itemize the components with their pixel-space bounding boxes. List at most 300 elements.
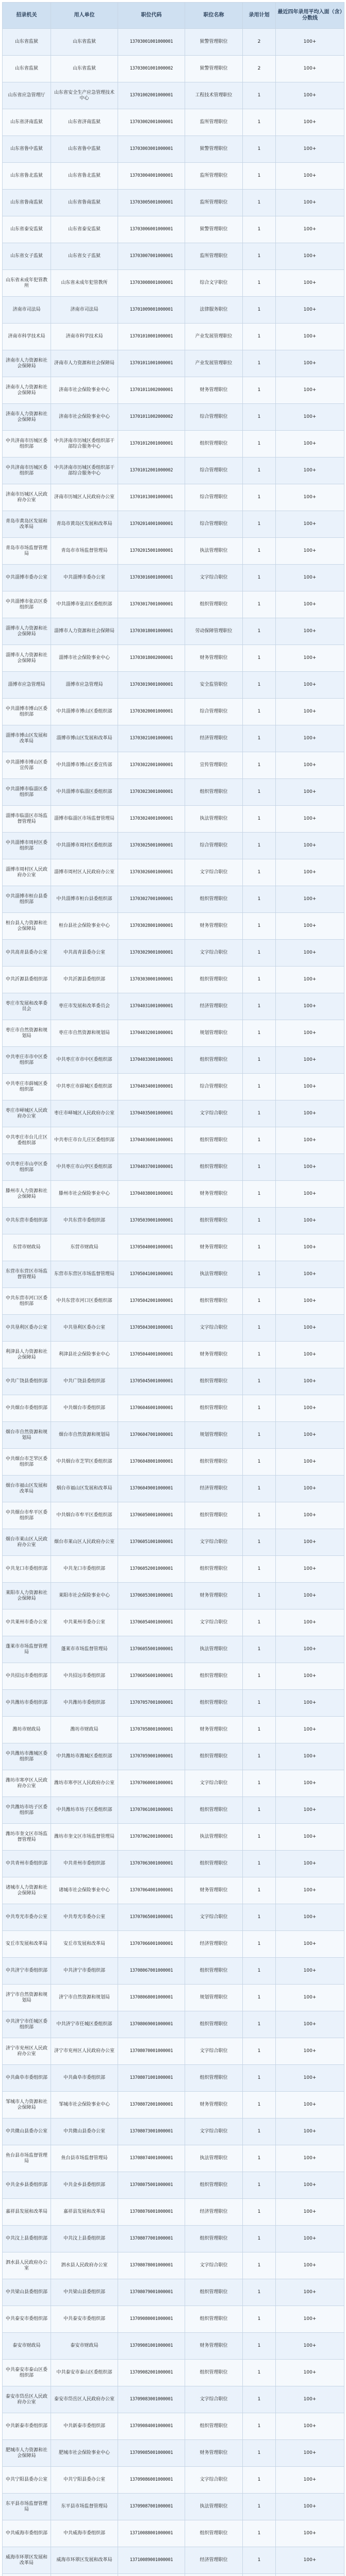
table-row [3,29,344,56]
cell-employing-unit: 烟台市莱山区人民政府办公室 [51,1529,118,1556]
cell-hiring-plan: 1 [243,2547,276,2574]
cell-position-name: 组织管理职位 [185,1395,243,1422]
cell-employing-unit: 中共寿光市委办公室 [51,1904,118,1931]
cell-position-name: 组织管理职位 [185,1368,243,1395]
table-row [3,1368,344,1395]
table-row [3,1154,344,1181]
cell-recruiting-agency: 中共东营市河口区委组织部 [3,1288,51,1315]
cell-recruiting-agency: 烟台市自然资源和规划局 [3,1422,51,1449]
cell-employing-unit: 山东省女子监狱 [51,243,118,270]
cell-score-line: 100+ [276,1663,344,1690]
cell-position-code: 13706055001000001 [118,1636,185,1663]
cell-position-name: 组织管理职位 [185,1288,243,1315]
table-header-row [3,3,344,29]
cell-position-code: 13708074001000001 [118,2145,185,2172]
cell-hiring-plan: 1 [243,725,276,752]
cell-employing-unit: 滕州市社会保险事业中心 [51,1181,118,1208]
table-row [3,163,344,190]
cell-position-name: 组织管理职位 [185,2226,243,2252]
cell-employing-unit: 淄博市博山区发展和改革局 [51,725,118,752]
cell-employing-unit: 中共梁山县委组织部 [51,2279,118,2306]
cell-hiring-plan: 1 [243,2413,276,2440]
cell-recruiting-agency: 济南市人力资源和社会保障局 [3,350,51,377]
cell-score-line: 100+ [276,859,344,886]
cell-hiring-plan: 1 [243,2386,276,2413]
cell-recruiting-agency: 山东省未成年犯管教所 [3,270,51,297]
cell-recruiting-agency: 枣庄市峄城区人民政府办公室 [3,1100,51,1127]
cell-recruiting-agency: 中共新泰市委组织部 [3,2413,51,2440]
cell-position-code: 13704032001000001 [118,1020,185,1047]
cell-score-line: 100+ [276,1208,344,1234]
cell-recruiting-agency: 淄博市人力资源和社会保障局 [3,645,51,672]
cell-recruiting-agency: 中共济宁市任城区委组织部 [3,2011,51,2038]
cell-score-line: 100+ [276,1047,344,1074]
table-row [3,2520,344,2547]
cell-score-line: 100+ [276,2011,344,2038]
cell-employing-unit: 中共淄博市张店区委组织部 [51,591,118,618]
cell-recruiting-agency: 蓬莱市市场监督管理局 [3,1636,51,1663]
cell-hiring-plan: 2 [243,29,276,56]
cell-position-name: 组织管理职位 [185,1154,243,1181]
cell-recruiting-agency: 中共泰安市泰山区委组织部 [3,2360,51,2386]
cell-hiring-plan: 1 [243,1904,276,1931]
cell-employing-unit: 中共新泰市委组织部 [51,2413,118,2440]
cell-hiring-plan: 1 [243,940,276,967]
cell-hiring-plan: 1 [243,1583,276,1609]
cell-position-name: 监所管理职位 [185,109,243,136]
cell-position-code: 13707059001000001 [118,1743,185,1770]
cell-position-code: 13708071001000001 [118,2065,185,2092]
cell-position-code: 13703018002000001 [118,645,185,672]
cell-position-code: 13703021001000001 [118,725,185,752]
cell-employing-unit: 中共烟台市委组织部 [51,1395,118,1422]
cell-score-line: 100+ [276,940,344,967]
table-row [3,538,344,565]
cell-position-name: 安全监管职位 [185,672,243,699]
cell-hiring-plan: 1 [243,1663,276,1690]
cell-score-line: 100+ [276,2520,344,2547]
cell-hiring-plan: 1 [243,484,276,511]
cell-position-code: 13707063001000001 [118,1851,185,1877]
cell-employing-unit: 山东省济南监狱 [51,109,118,136]
cell-position-code: 13704033001000001 [118,1047,185,1074]
cell-score-line: 100+ [276,1422,344,1449]
cell-employing-unit: 中共东营市河口区委组织部 [51,1288,118,1315]
cell-score-line: 100+ [276,1636,344,1663]
cell-position-code: 13708067001000001 [118,1958,185,1985]
cell-position-name: 综合管理职位 [185,484,243,511]
cell-position-code: 13703017001000001 [118,591,185,618]
cell-recruiting-agency: 青岛市市场监督管理局 [3,538,51,565]
cell-position-name: 规划管理职位 [185,1422,243,1449]
cell-position-name: 综合管理职位 [185,833,243,859]
cell-position-code: 13701010001000001 [118,324,185,350]
table-row [3,1234,344,1261]
cell-recruiting-agency: 枣庄市发展和改革委员会 [3,993,51,1020]
cell-score-line: 100+ [276,1824,344,1851]
cell-hiring-plan [243,2574,276,2576]
cell-position-name: 组织管理职位 [185,1127,243,1154]
cell-recruiting-agency: 济南市科学技术局 [3,324,51,350]
cell-position-code: 13706053001000001 [118,1583,185,1609]
cell-position-name: 财务管理职位 [185,913,243,940]
cell-position-code: 13709087001000001 [118,2494,185,2520]
cell-employing-unit: 中共淄博市委办公室 [51,565,118,591]
cell-position-code: 13701011002000002 [118,404,185,431]
cell-score-line: 100+ [276,806,344,833]
cell-recruiting-agency: 中共淄博市临淄区委组织部 [3,779,51,806]
table-row [3,1449,344,1476]
cell-hiring-plan: 1 [243,2252,276,2279]
cell-recruiting-agency: 山东省泰安监狱 [3,216,51,243]
cell-position-code: 13709080001000001 [118,2306,185,2333]
cell-position-name: 组织管理职位 [185,1047,243,1074]
table-row [3,940,344,967]
cell-position-code: 13703001001000001 [118,29,185,56]
cell-score-line: 100+ [276,1368,344,1395]
table-row [3,1261,344,1288]
cell-position-code: 13709083001000001 [118,2386,185,2413]
cell-position-name: 财务管理职位 [185,1717,243,1743]
cell-employing-unit: 中共泰安市委组织部 [51,2306,118,2333]
cell-position-name: 组织管理职位 [185,1958,243,1985]
cell-recruiting-agency: 中共广饶县委组织部 [3,1368,51,1395]
cell-position-name: 综合管理职位 [185,457,243,484]
cell-recruiting-agency: 滕州市人力资源和社会保障局 [3,1181,51,1208]
cell-employing-unit: 泗水县人民政府办公室 [51,2252,118,2279]
cell-position-code: 13706049001000001 [118,1476,185,1502]
cell-hiring-plan: 1 [243,377,276,404]
table-row [3,2226,344,2252]
table-row [3,1636,344,1663]
cell-recruiting-agency: 中共烟台市委组织部 [3,1395,51,1422]
cell-position-name: 经济管理职位 [185,1476,243,1502]
table-row [3,591,344,618]
cell-position-name: 组织管理职位 [185,2279,243,2306]
cell-hiring-plan: 1 [243,457,276,484]
cell-position-code: 13702015001000001 [118,538,185,565]
cell-score-line: 100+ [276,1985,344,2011]
cell-employing-unit: 济宁市兖州区人民政府办公室 [51,2038,118,2065]
cell-position-code: 13701012001000002 [118,457,185,484]
table-row [3,350,344,377]
cell-hiring-plan: 1 [243,2172,276,2199]
table-row [3,1100,344,1127]
cell-score-line: 100+ [276,591,344,618]
cell-recruiting-agency: 中共垦利区委办公室 [3,1315,51,1342]
cell-position-name: 组织管理职位 [185,2065,243,2092]
cell-recruiting-agency: 济南市司法局 [3,297,51,324]
cell-score-line: 100+ [276,2252,344,2279]
cell-position-name: 工程技术管理职位 [185,82,243,109]
cell-score-line: 100+ [276,565,344,591]
cell-employing-unit: 安丘市发展和改革局 [51,1931,118,1958]
cell-position-code: 13706048001000001 [118,1449,185,1476]
cell-score-line: 100+ [276,377,344,404]
cell-recruiting-agency: 济南市历城区人民政府办公室 [3,484,51,511]
cell-position-name: 综合管理职位 [185,699,243,725]
cell-employing-unit: 中共枣庄市市中区委组织部 [51,1047,118,1074]
cell-hiring-plan: 1 [243,2065,276,2092]
cell-hiring-plan: 1 [243,2145,276,2172]
cell-position-name: 执法管理职位 [185,2145,243,2172]
cell-position-code: 13707066001000001 [118,1931,185,1958]
table-row [3,404,344,431]
cell-hiring-plan: 1 [243,1797,276,1824]
cell-score-line: 100+ [276,1743,344,1770]
cell-score-line: 100+ [276,1020,344,1047]
cell-position-name: 文字综合职位 [185,1529,243,1556]
cell-employing-unit: 东营市东营区市场监督管理局 [51,1261,118,1288]
cell-recruiting-agency: 中共淄博市周村区委组织部 [3,833,51,859]
table-row [3,1609,344,1636]
cell-employing-unit: 济南市司法局 [51,297,118,324]
cell-employing-unit: 中共招远市委组织部 [51,1663,118,1690]
cell-position-code: 13703008001000001 [118,270,185,297]
cell-position-name: 狱警管理职位 [185,56,243,82]
cell-recruiting-agency: 潍坊市寒亭区人民政府办公室 [3,1770,51,1797]
cell-score-line: 100+ [276,1261,344,1288]
table-row [3,216,344,243]
cell-score-line: 100+ [276,1770,344,1797]
table-row [3,806,344,833]
table-row [3,2333,344,2360]
cell-score-line: 100+ [276,645,344,672]
cell-score-line: 100+ [276,1958,344,1985]
cell-employing-unit: 中共威海市委组织部 [51,2520,118,2547]
cell-recruiting-agency: 泗水县人民政府办公室 [3,2252,51,2279]
cell-position-code: 13706047001000001 [118,1422,185,1449]
cell-position-name: 组织管理职位 [185,2306,243,2333]
cell-employing-unit: 济宁市自然资源和规划局 [51,1985,118,2011]
cell-position-code: 13705040001000001 [118,1234,185,1261]
cell-position-code: 13703025001000001 [118,833,185,859]
cell-hiring-plan: 1 [243,1556,276,1583]
table-row [3,1342,344,1368]
cell-position-code: 13704031001000001 [118,993,185,1020]
cell-hiring-plan: 1 [243,1074,276,1100]
cell-employing-unit: 蓬莱市市场监督管理局 [51,1636,118,1663]
cell-score-line: 100+ [276,1690,344,1717]
cell-employing-unit: 中共潍坊市委组织部 [51,1690,118,1717]
cell-score-line: 100+ [276,270,344,297]
cell-employing-unit: 枣庄市发展和改革委员会 [51,993,118,1020]
cell-employing-unit: 中共淄博市桓台县委组织部 [51,886,118,913]
cell-score-line: 100+ [276,1100,344,1127]
cell-recruiting-agency: 潍坊市财政局 [3,1717,51,1743]
cell-position-code: 13701011002000001 [118,377,185,404]
cell-position-code: 13708070001000001 [118,2038,185,2065]
cell-position-name: 规划管理职位 [185,1985,243,2011]
cell-position-code: 13703006001000001 [118,216,185,243]
cell-employing-unit: 中共济南市历城区委组织部干部综合服务中心 [51,431,118,457]
table-row [3,270,344,297]
cell-position-code: 13703019001000001 [118,672,185,699]
cell-position-code [118,2574,185,2576]
cell-score-line: 100+ [276,163,344,190]
cell-employing-unit: 青岛市市场监督管理局 [51,538,118,565]
cell-position-name: 综合管理职位 [185,511,243,538]
cell-recruiting-agency: 中共淄博市委办公室 [3,565,51,591]
cell-position-code: 13709085001000001 [118,2440,185,2467]
cell-employing-unit: 中共曲阜市委组织部 [51,2065,118,2092]
cell-position-name: 财务管理职位 [185,1181,243,1208]
cell-position-name: 组织管理职位 [185,1208,243,1234]
cell-position-code: 13703016001000001 [118,565,185,591]
cell-position-code: 13710089001000001 [118,2547,185,2574]
cell-recruiting-agency: 莱阳市人力资源和社会保障局 [3,1583,51,1609]
cell-position-code: 13708075001000001 [118,2172,185,2199]
table-row [3,2172,344,2199]
cell-position-code: 13708078001000001 [118,2252,185,2279]
cell-position-name: 文字综合职位 [185,2038,243,2065]
cell-employing-unit: 山东省安全生产应急管理技术中心 [51,82,118,109]
cell-employing-unit: 山东省鲁南监狱 [51,190,118,216]
cell-employing-unit: 中共淄博市博山区委组织部 [51,699,118,725]
cell-recruiting-agency: 中共枣庄市薛城区委组织部 [3,1074,51,1100]
table-row [3,967,344,993]
cell-recruiting-agency: 东营市东营区市场监督管理局 [3,1261,51,1288]
cell-position-code: 13703028001000001 [118,913,185,940]
cell-hiring-plan: 1 [243,1636,276,1663]
cell-employing-unit: 中共济宁市任城区委组织部 [51,2011,118,2038]
cell-employing-unit: 潍坊市寒亭区人民政府办公室 [51,1770,118,1797]
cell-position-code: 13703022001000001 [118,752,185,779]
table-row [3,993,344,1020]
cell-hiring-plan: 1 [243,1127,276,1154]
cell-hiring-plan: 1 [243,806,276,833]
cell-position-code: 13707060001000001 [118,1770,185,1797]
table-row [3,1208,344,1234]
cell-employing-unit: 中共潍坊市潍城区委组织部 [51,1743,118,1770]
cell-hiring-plan: 1 [243,2467,276,2494]
cell-score-line: 100+ [276,2494,344,2520]
cell-recruiting-agency: 中共潍坊市潍城区委组织部 [3,1743,51,1770]
cell-position-name: 执法管理职位 [185,1824,243,1851]
cell-employing-unit: 枣庄市峄城区人民政府办公室 [51,1100,118,1127]
cell-score-line [276,2574,344,2576]
cell-recruiting-agency: 中共淄博市博山区委组织部 [3,699,51,725]
cell-score-line: 100+ [276,2333,344,2360]
cell-hiring-plan: 1 [243,538,276,565]
cell-employing-unit: 济南市社会保险事业中心 [51,377,118,404]
cell-hiring-plan: 1 [243,109,276,136]
table-row [3,1529,344,1556]
cell-position-name: 执法管理职位 [185,1261,243,1288]
cell-hiring-plan: 1 [243,270,276,297]
table-row [3,2252,344,2279]
cell-recruiting-agency: 东平县市场监督管理局 [3,2494,51,2520]
cell-score-line: 100+ [276,913,344,940]
table-row [3,913,344,940]
cell-employing-unit: 中共泰安市泰山区委组织部 [51,2360,118,2386]
cell-recruiting-agency: 济宁市兖州区人民政府办公室 [3,2038,51,2065]
cell-recruiting-agency: 山东省济南监狱 [3,109,51,136]
cell-position-name: 文字综合职位 [185,2386,243,2413]
cell-recruiting-agency: 中共金乡县委组织部 [3,2172,51,2199]
cell-score-line: 100+ [276,967,344,993]
cell-hiring-plan: 1 [243,1690,276,1717]
table-row [3,833,344,859]
cell-position-code: 13707061001000001 [118,1797,185,1824]
cell-position-code: 13709084001000001 [118,2413,185,2440]
cell-position-name: 经济管理职位 [185,725,243,752]
cell-hiring-plan: 1 [243,1100,276,1127]
cell-position-name: 组织管理职位 [185,1556,243,1583]
cell-position-name: 经济管理职位 [185,1931,243,1958]
cell-position-name: 执法管理职位 [185,1636,243,1663]
cell-recruiting-agency: 中共龙口市委组织部 [3,1556,51,1583]
table-row [3,484,344,511]
cell-position-code: 13701009001000001 [118,297,185,324]
cell-position-code: 13705044001000001 [118,1342,185,1368]
cell-hiring-plan: 1 [243,2011,276,2038]
table-row [3,2038,344,2065]
cell-position-name: 财务管理职位 [185,645,243,672]
cell-hiring-plan: 1 [243,886,276,913]
cell-position-name: 监所管理职位 [185,190,243,216]
cell-score-line: 100+ [276,511,344,538]
cell-hiring-plan: 1 [243,1958,276,1985]
table-row [3,1047,344,1074]
cell-hiring-plan: 1 [243,2333,276,2360]
cell-recruiting-agency: 诸城市人力资源和社会保障局 [3,1877,51,1904]
cell-recruiting-agency: 淄博市临淄区市场监督管理局 [3,806,51,833]
cell-recruiting-agency: 肥城市人力资源和社会保障局 [3,2440,51,2467]
cell-employing-unit: 济南市人力资源和社会保障局 [51,350,118,377]
cell-hiring-plan: 1 [243,1985,276,2011]
table-row [3,1502,344,1529]
cell-employing-unit: 中共青州市委组织部 [51,1851,118,1877]
cell-position-code: 13708072001000001 [118,2092,185,2119]
cell-employing-unit: 中共龙口市委组织部 [51,1556,118,1583]
cell-hiring-plan: 1 [243,190,276,216]
cell-employing-unit: 鱼台县市场监督管理局 [51,2145,118,2172]
cell-position-code: 13703023001000001 [118,779,185,806]
cell-hiring-plan: 1 [243,2440,276,2467]
cell-position-code: 13709082001000001 [118,2360,185,2386]
cell-score-line: 100+ [276,699,344,725]
cell-hiring-plan: 1 [243,565,276,591]
cell-recruiting-agency: 中共淄博市桓台县委组织部 [3,886,51,913]
cell-score-line: 100+ [276,1851,344,1877]
cell-position-name: 劳动保障管理职位 [185,618,243,645]
cell-employing-unit: 枣庄市自然资源和规划局 [51,1020,118,1047]
cell-hiring-plan: 1 [243,297,276,324]
cell-hiring-plan: 1 [243,1288,276,1315]
cell-position-name: 组织管理职位 [185,2360,243,2386]
cell-hiring-plan: 1 [243,1395,276,1422]
cell-position-name: 文字综合职位 [185,2467,243,2494]
cell-hiring-plan: 1 [243,2360,276,2386]
cell-recruiting-agency: 淄博市人力资源和社会保障局 [3,618,51,645]
cell-recruiting-agency: 中共高青县委办公室 [3,940,51,967]
table-row [3,324,344,350]
cell-position-code: 13703004001000001 [118,163,185,190]
cell-position-code: 13707065001000001 [118,1904,185,1931]
cell-employing-unit: 东营市财政局 [51,1234,118,1261]
cell-hiring-plan: 1 [243,136,276,163]
cell-position-name: 文字综合职位 [185,2119,243,2145]
cell-employing-unit [51,2574,118,2576]
cell-recruiting-agency: 中共潍坊市委组织部 [3,1690,51,1717]
cell-position-name: 组织管理职位 [185,1502,243,1529]
header-employing-unit: 用人单位 [51,3,118,29]
cell-position-code: 13705039001000001 [118,1208,185,1234]
cell-position-name: 组织管理职位 [185,1663,243,1690]
table-row [3,431,344,457]
cell-position-code: 13703007001000001 [118,243,185,270]
